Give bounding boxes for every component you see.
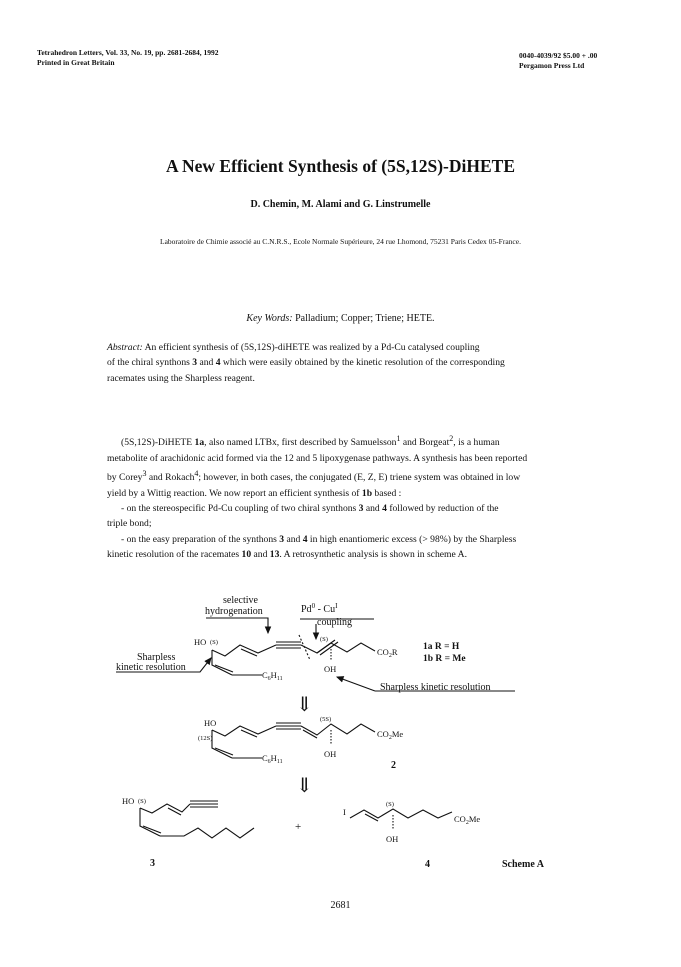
abstract: Abstract: An efficient synthesis of (5S,12S)-diHETE was realized by a Pd-Cu catalysed coupling of the chiral synthons 3 and 4 which were easily obtained by the kinetic resolution of the corresponding racemates using the Sharpless reagent. (107, 340, 593, 386)
compound-3-structure (140, 801, 254, 838)
author-list: D. Chemin, M. Alami and G. Linstrumelle (250, 199, 431, 210)
scheme-a (0, 578, 681, 918)
compound-4-structure (350, 809, 452, 830)
c1-s12: (S) (210, 639, 218, 646)
label-2: 2 (391, 760, 396, 771)
c4-co2me: $CO_2Me$ (454, 814, 481, 826)
sharpless-right-arrow (337, 677, 375, 691)
journal-citation: Tetrahedron Letters, Vol. 33, No. 19, pp. 2681-2684, 1992 (37, 48, 219, 57)
c4-oh: OH (386, 834, 399, 844)
hydrogenation-label: hydrogenation (205, 606, 263, 617)
pd-cu-label: $Pd^0 - Cu^I$ (301, 602, 338, 615)
c2-co2me: $CO_2Me$ (377, 729, 404, 741)
abstract-line-3: racemates using the Sharpless reagent. (107, 372, 255, 384)
introduction: (5S,12S)-DiHETE 1a, also named LTBx, first described by Samuelsson$^1$ and Borgeat$^2$, is a human metabolite of arachidonic acid formed via the 12 and 5 lipoxygenase pathways. A synthesis has been reported by Corey$^3$ and Rokach$^4$; however, in both cases, the conjugated (E, Z, E) triene system was obtained in low yield by a Wittig reaction. We now report an efficient synthesis of 1b based : - on the stereospecific Pd-Cu coupling of two chiral synthons 3 and 4 followed by reduction of the triple bond; - on the easy preparation of the synthons 3 and 4 in high enantiomeric excess (> 98%) by the Sharpless kinetic resolution of the racemates 10 and 13. A retrosynthetic analysis is shown in scheme A. (107, 434, 528, 561)
compound-1-structure (212, 640, 375, 675)
c1-c6h11: $C_6H_{11}$ (262, 670, 283, 682)
plus-sign: + (295, 821, 302, 833)
sharpless-label: Sharpless (137, 652, 176, 663)
hydrogenation-arrow (206, 618, 268, 633)
label-3: 3 (150, 858, 155, 869)
scheme-caption: Scheme A (502, 859, 544, 870)
label-1b: 1b R = Me (423, 654, 466, 664)
c1-ho: HO (194, 637, 207, 647)
c3-s: (S) (138, 798, 146, 805)
keywords-label: Key Words: (246, 313, 293, 324)
c2-oh: OH (324, 749, 337, 759)
retro-arrow-1: ⇓ (296, 694, 313, 716)
page-number: 2681 (330, 900, 351, 911)
c1-co2r: $CO_2R$ (377, 647, 398, 659)
sharpless-kinetic-resolution-label: Sharpless kinetic resolution (380, 682, 491, 693)
c2-ho: HO (204, 718, 217, 728)
abstract-line-1: An efficient synthesis of (5S,12S)-diHETE was realized by a Pd-Cu catalysed coupling (144, 342, 480, 353)
journal-header (37, 48, 218, 68)
printed-location: Printed in Great Britain (37, 58, 115, 67)
publisher-name: Pergamon Press Ltd (519, 61, 585, 70)
label-1a: 1a R = H (423, 642, 460, 652)
retro-arrow-2: ⇓ (296, 775, 313, 797)
kinetic-resolution-label: kinetic resolution (116, 662, 186, 673)
c1-oh: OH (324, 664, 337, 674)
keywords (0, 313, 681, 324)
abstract-label: Abstract: (107, 342, 143, 353)
affiliation: Laboratoire de Chimie associé au C.N.R.S., Ecole Normale Supérieure, 24 rue Lhomond, 75231 Paris Cedex 05-France. (160, 237, 521, 246)
keywords-text: Palladium; Copper; Triene; HETE. (295, 313, 435, 324)
c4-s: (S) (386, 801, 394, 808)
c2-s5: (5S) (320, 716, 332, 723)
coupling-label: coupling (317, 617, 352, 628)
c4-iodide: I (343, 807, 346, 817)
publisher-header (519, 51, 597, 71)
paper-title: A New Efficient Synthesis of (5S,12S)-DiHETE (165, 156, 516, 176)
c2-s12: (12S) (198, 735, 213, 742)
selective-label: selective (223, 595, 258, 606)
c1-s5: (S) (320, 636, 328, 643)
c2-c6h11: $C_6H_{11}$ (262, 753, 283, 765)
c3-ho: HO (122, 796, 135, 806)
issn-code: 0040-4039/92 $5.00 + .00 (519, 51, 598, 60)
compound-2-structure (212, 723, 375, 758)
label-4: 4 (425, 859, 430, 870)
